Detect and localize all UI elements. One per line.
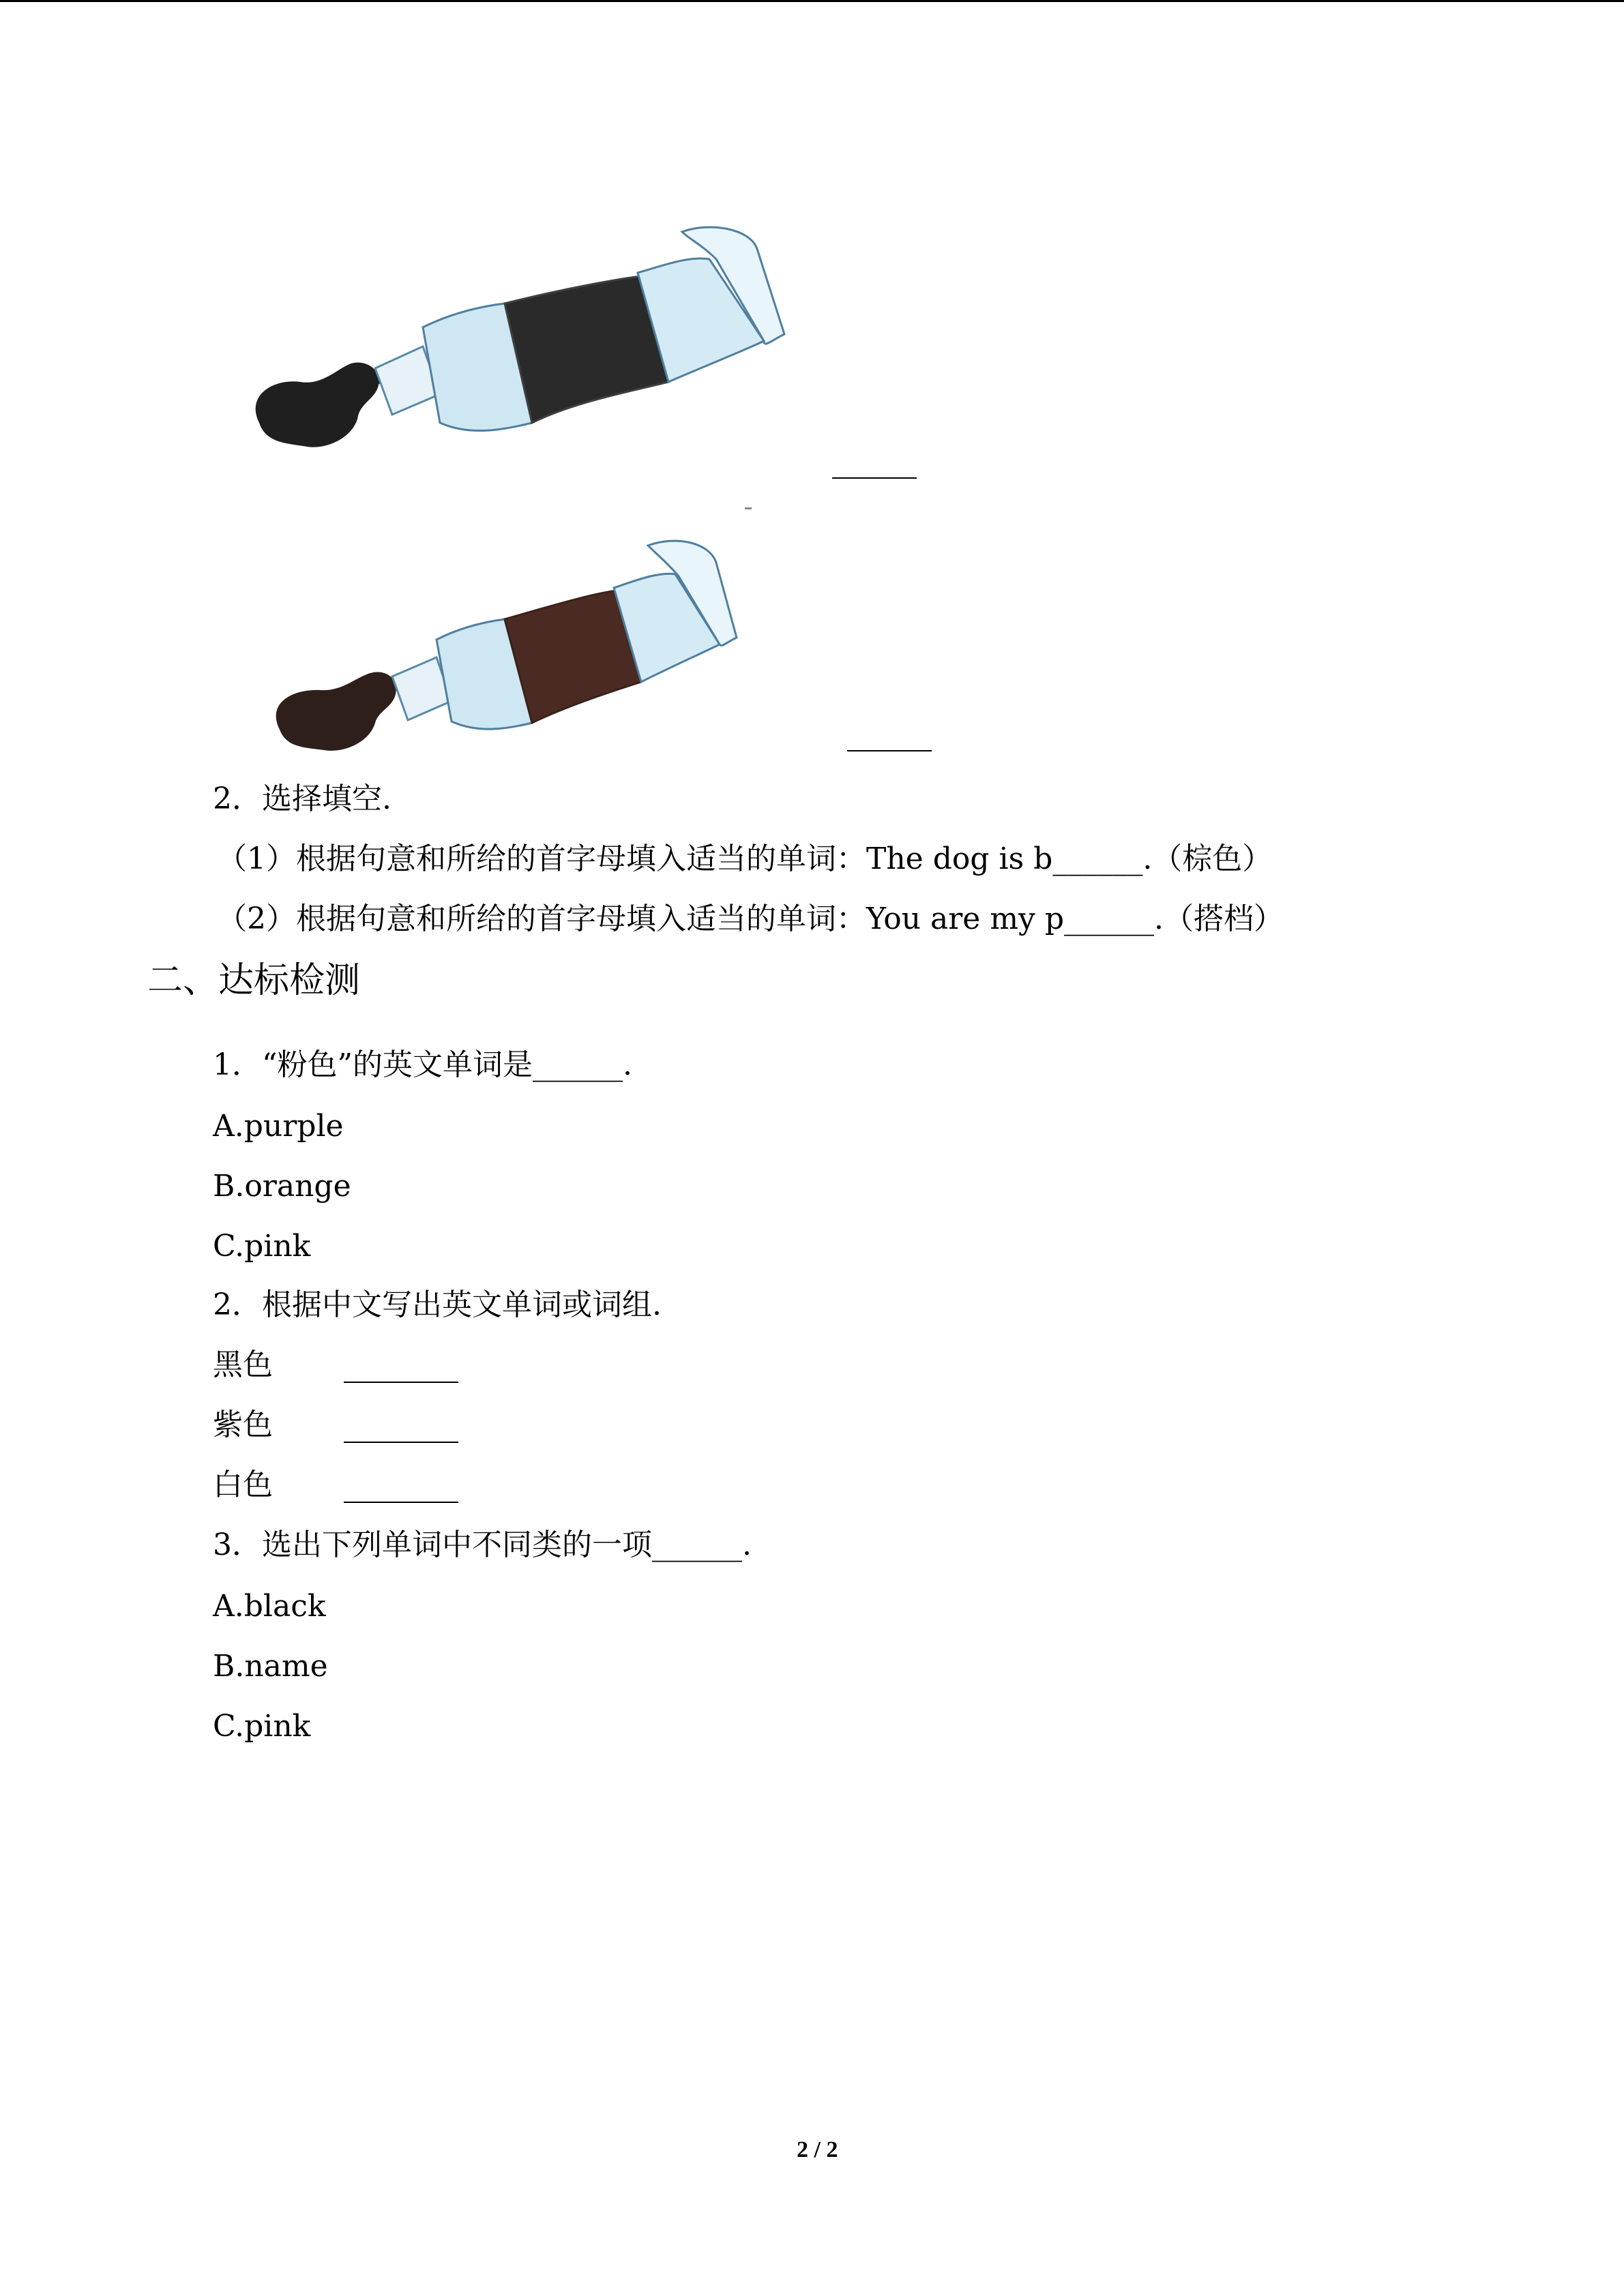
page-top-border — [0, 0, 1624, 2]
answer-blank-2 — [847, 750, 932, 751]
translate-blank — [344, 1442, 458, 1443]
q2-prompt: 2．根据中文写出英文单词或词组. — [213, 1287, 662, 1322]
black-paint-tube-icon — [246, 218, 791, 477]
q1-option-a: A.purple — [213, 1109, 344, 1144]
q3-option-c: C.pink — [213, 1709, 311, 1744]
q1-option-b: B.orange — [213, 1169, 351, 1204]
q3-prompt: 3．选出下列单词中不同类的一项______. — [213, 1527, 752, 1562]
q1-prompt: 1．“粉色”的英文单词是______. — [213, 1047, 632, 1082]
section-heading: 二、达标检测 — [147, 960, 361, 1001]
translate-row-label: 白色 — [213, 1467, 273, 1502]
q3-option-a: A.black — [213, 1589, 326, 1624]
page-number: 2 / 2 — [797, 2137, 838, 2162]
speck — [745, 507, 752, 509]
q1-option-c: C.pink — [213, 1229, 311, 1264]
translate-row-label: 黑色 — [213, 1347, 273, 1382]
q2-item-1: （1）根据句意和所给的首字母填入适当的单词：The dog is b______.（棕色） — [217, 841, 1273, 876]
translate-row-label: 紫色 — [213, 1407, 273, 1442]
translate-blank — [344, 1382, 458, 1383]
answer-blank-1 — [832, 477, 917, 479]
q2-item-2: （2）根据句意和所给的首字母填入适当的单词：You are my p______.（搭档） — [217, 901, 1284, 936]
q3-option-b: B.name — [213, 1649, 328, 1684]
q2-title: 2．选择填空. — [213, 781, 392, 816]
translate-blank — [344, 1502, 458, 1503]
brown-paint-tube-icon — [266, 525, 743, 757]
